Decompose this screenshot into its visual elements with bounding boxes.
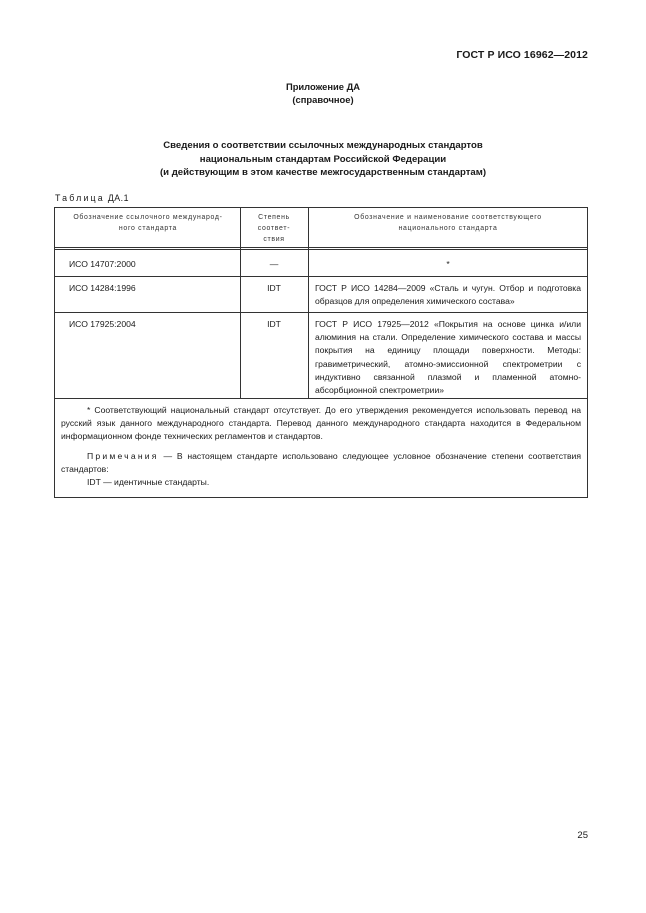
row-divider: [55, 312, 587, 313]
header-degree-of-correspondence: Степень соответ- ствия: [257, 214, 291, 243]
header-national-standard: Обозначение и наименование соответствующего национального стандарта: [354, 214, 542, 232]
table-row-1-degree: —: [269, 259, 279, 269]
table-caption-number: ДА.1: [104, 193, 130, 203]
table-row-3-degree: IDT: [267, 319, 281, 329]
header-reference-standard: Обозначение ссылочного международ- ного стандарта: [73, 214, 223, 232]
header-double-rule: [55, 247, 587, 250]
section-title: [0, 139, 646, 180]
note-label: Примечания: [87, 450, 159, 461]
table-body-bottom-rule: [55, 398, 587, 399]
table-row-3-national: ГОСТ Р ИСО 17925—2012 «Покрытия на основе цинка и/или алюминия на стали. Определение химического состава и массы покрытия на единицу площади поверхности. Методы: гравиметрический, атомно-эмиссионной спектрометрии с индуктивно связанной плазмой и пламенной атомно-абсорбционной спектрометрии»: [315, 319, 581, 396]
table-row-1-national: *: [446, 259, 450, 269]
note-text: — В настоящем стандарте использовано следующее условное обозначение степени соответствия стандартов:: [61, 450, 581, 474]
table-note: [61, 450, 581, 476]
document-code-header: ГОСТ Р ИСО 16962—2012: [456, 49, 588, 61]
correspondence-table: [54, 207, 588, 498]
page-number: 25: [577, 830, 588, 841]
table-row-2-degree: IDT: [267, 283, 281, 293]
note-item: IDT — идентичные стандарты.: [87, 477, 210, 488]
section-title-line-3: (и действующим в этом качестве межгосударственным стандартам): [159, 167, 487, 178]
table-row-3-reference: ИСО 17925:2004: [69, 319, 136, 329]
table-notes: [61, 404, 581, 489]
section-title-line-2: национальным стандартам Российской Федерации: [199, 153, 447, 165]
table-row-1-reference: ИСО 14707:2000: [69, 259, 136, 269]
section-title-line-1: Сведения о соответствии ссылочных международных стандартов: [163, 140, 483, 151]
appendix-heading: [0, 80, 646, 106]
row-divider: [55, 276, 587, 277]
appendix-title: Приложение ДА: [285, 81, 361, 92]
table-row-2-reference: ИСО 14284:1996: [69, 283, 136, 293]
table-caption: [55, 193, 129, 203]
column-divider: [308, 208, 309, 398]
table-row-2-national: ГОСТ Р ИСО 14284—2009 «Сталь и чугун. Отбор и подготовка образцов для определения химического состава»: [315, 283, 581, 307]
table-footnote: * Соответствующий национальный стандарт отсутствует. До его утверждения рекомендуется использовать перевод на русский язык данного международного стандарта. Перевод данного международного стандарта находится в Федеральном информационном фонде технических регламентов и стандартов.: [61, 405, 581, 442]
table-caption-word: Таблица: [55, 193, 105, 203]
appendix-subtitle: (справочное): [292, 94, 354, 105]
